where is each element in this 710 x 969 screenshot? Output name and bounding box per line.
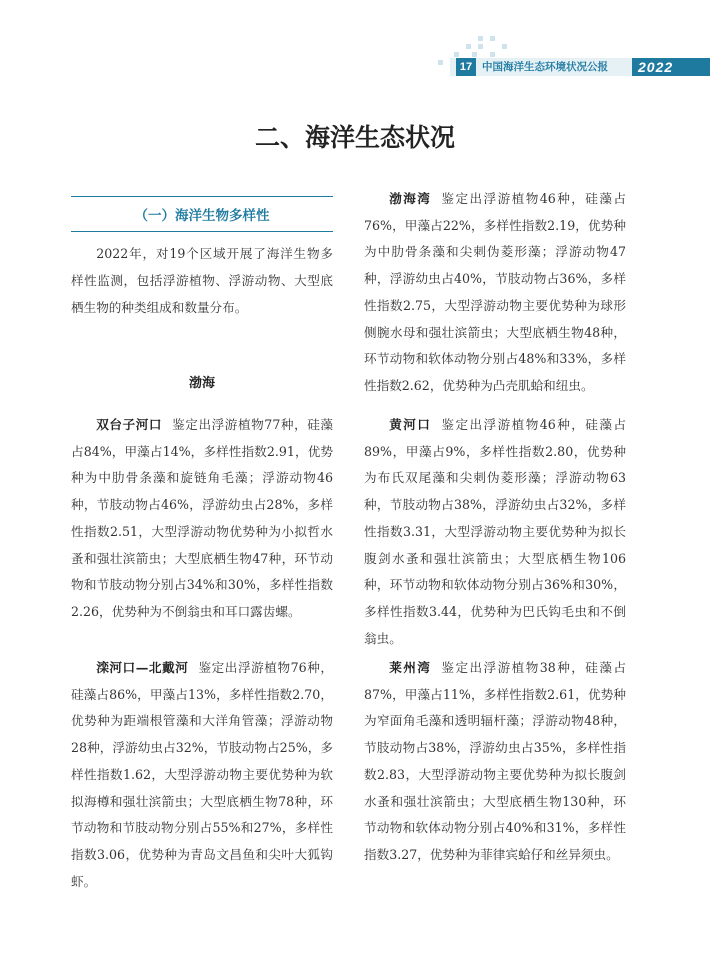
entry: [364, 655, 626, 869]
entry-name: 莱州湾: [389, 660, 432, 675]
entry-text: 鉴定出浮游植物77种，硅藻占84%，甲藻占14%，多样性指数2.91，优势种为中肋骨条藻和旋链角毛藻；浮游动物46种，节肢动物占46%，浮游幼虫占28%，多样性指数2.51，大型浮游动物优势种为小拟哲水蚤和强壮滨箭虫；大型底栖生物47种，环节动物和节肢动物分别占34%和30%，多样性指数2.26，优势种为不倒翁虫和耳口露齿螺。: [71, 417, 334, 619]
entry-text: 鉴定出浮游植物76种，硅藻占86%，甲藻占13%，多样性指数2.70，优势种为距端根管藻和大洋角管藻；浮游动物28种，浮游幼虫占32%，节肢动物占25%，多样性指数1.62，大型浮游动物主要优势种为软拟海樽和强壮滨箭虫；大型底栖生物78种，环节动物和节肢动物分别占55%和27%，多样性指数3.06，优势种为青岛文昌鱼和尖叶大狐钩虾。: [71, 660, 333, 889]
section-heading: [71, 196, 333, 232]
entry: [364, 186, 626, 400]
entry-text: 鉴定出浮游植物46种，硅藻占89%，甲藻占9%，多样性指数2.80，优势种为布氏双尾藻和尖刺伪菱形藻；浮游动物63种，节肢动物占38%，浮游幼虫占32%，多样性指数3.31，大型浮游动物主要优势种为拟长腹剑水蚤和强壮滨箭虫；大型底栖生物106种，环节动物和软体动物分别占36%和30%，多样性指数3.44，优势种为巴氏钩毛虫和不倒翁虫。: [364, 417, 626, 646]
entry-name: 滦河口—北戴河: [96, 660, 189, 675]
section-title: （一）海洋生物多样性: [134, 208, 270, 224]
section-rule-bottom: [71, 231, 333, 232]
page-number: 17: [456, 58, 476, 76]
region-heading: 渤海: [188, 376, 215, 391]
entry: [71, 655, 333, 895]
entry-name: 黄河口: [389, 417, 432, 432]
entry-text: 鉴定出浮游植物46种，硅藻占76%，甲藻占22%，多样性指数2.19，优势种为中肋骨条藻和尖刺伪菱形藻；浮游动物47种，浮游幼虫占40%，节肢动物占36%，多样性指数2.75，大型浮游动物主要优势种为球形侧腕水母和强壮滨箭虫；大型底栖生物48种，环节动物和软体动物分别占48%和33%，多样性指数2.62，优势种为凸壳肌蛤和纽虫。: [364, 191, 626, 393]
entry-text: 鉴定出浮游植物38种，硅藻占87%，甲藻占11%，多样性指数2.61，优势种为窄面角毛藻和透明辐杆藻；浮游动物48种，节肢动物占38%，浮游幼虫占35%，多样性指数2.83，大型浮游动物主要优势种为拟长腹剑水蚤和强壮滨箭虫；大型底栖生物130种，环节动物和软体动物分别占40%和31%，多样性指数3.27，优势种为菲律宾蛤仔和丝异须虫。: [364, 660, 626, 862]
entry-name: 双台子河口: [96, 417, 163, 432]
entry: [71, 412, 333, 626]
entry-name: 渤海湾: [389, 191, 432, 206]
section-intro: 2022年，对19个区域开展了海洋生物多样性监测，包括浮游植物、浮游动物、大型底栖生物的种类组成和数量分布。: [71, 246, 333, 315]
section-rule-top: [71, 196, 333, 197]
entry: [364, 412, 626, 652]
page-title: 二、海洋生态状况: [254, 123, 455, 152]
report-title: 中国海洋生态环境状况公报: [482, 61, 608, 73]
report-year: 2022: [632, 58, 710, 76]
